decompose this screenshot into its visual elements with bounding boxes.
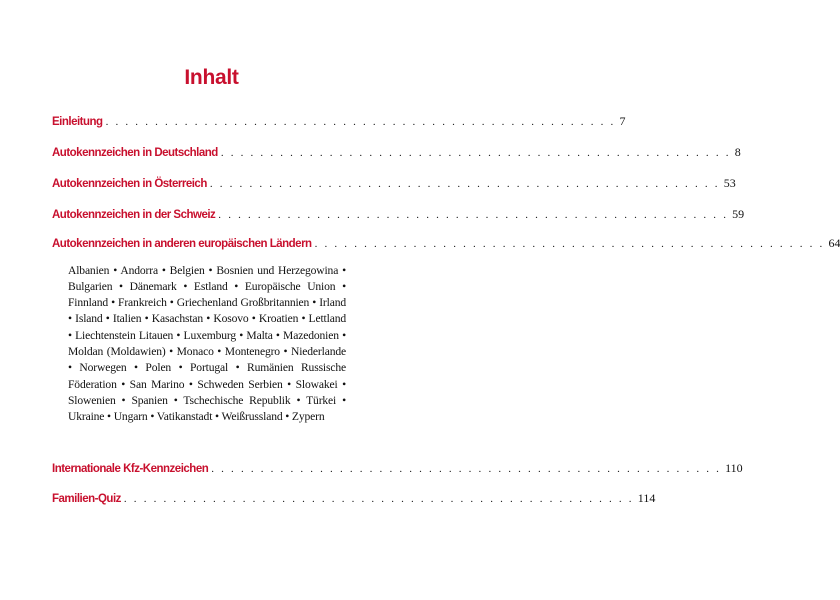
toc-entry-page-number: 8 bbox=[734, 145, 741, 159]
toc-entry-quiz[interactable] bbox=[52, 490, 656, 507]
toc-entry-label: Internationale Kfz-Kennzeichen bbox=[52, 463, 209, 475]
toc-entry-page-number: 64 bbox=[828, 236, 840, 250]
country-list: Albanien • Andorra • Belgien • Bosnien und Herzegowina • Bulgarien • Dänemark • Estland • Europäische Union • Finnland • Frankreich • Griechenland Großbritannien • Irland • Island • Italien • Kasachstan • Kosovo • Kroatien • Lettland • Liechtenstein Litauen • Luxemburg • Malta • Mazedonien • Moldan (Moldawien) • Monaco • Montenegro • Niederlande • Norwegen • Polen • Portugal • Rumänien Russische Föderation • San Marino • Schweden Serbien • Slowakei • Slowenien • Spanien • Tschechische Republik • Türkei • Ukraine • Ungarn • Vatikanstadt • Weißrussland • Zypern bbox=[68, 263, 346, 424]
toc-entry-label: Autokennzeichen in Deutschland bbox=[52, 147, 218, 159]
dot-leader: . . . . . . . . . . . . . . . . . . . . . . . . . . . . . . . . . . . . . . . . . . . . . . . . . . . . bbox=[314, 238, 825, 250]
page-title: Inhalt bbox=[184, 66, 239, 89]
toc-entry-page-number: 114 bbox=[637, 491, 656, 505]
toc-entry-europa[interactable] bbox=[52, 235, 840, 252]
toc-entry-schweiz[interactable] bbox=[52, 206, 745, 223]
toc-entry-einleitung[interactable] bbox=[52, 113, 626, 130]
toc-entry-label: Autokennzeichen in anderen europäischen Ländern bbox=[52, 238, 312, 250]
toc-entry-oesterreich[interactable] bbox=[52, 175, 736, 192]
dot-leader: . . . . . . . . . . . . . . . . . . . . . . . . . . . . . . . . . . . . . . . . . . . . . . . . . . . . bbox=[211, 463, 722, 475]
dot-leader: . . . . . . . . . . . . . . . . . . . . . . . . . . . . . . . . . . . . . . . . . . . . . . . . . . . . bbox=[123, 493, 634, 505]
toc-entry-page-number: 7 bbox=[619, 114, 626, 128]
toc-entry-page-number: 59 bbox=[732, 207, 745, 221]
dot-leader: . . . . . . . . . . . . . . . . . . . . . . . . . . . . . . . . . . . . . . . . . . . . . . . . . . . . bbox=[105, 116, 616, 128]
dot-leader: . . . . . . . . . . . . . . . . . . . . . . . . . . . . . . . . . . . . . . . . . . . . . . . . . . . . bbox=[209, 178, 720, 190]
toc-entry-label: Autokennzeichen in der Schweiz bbox=[52, 209, 216, 221]
toc-entry-label: Autokennzeichen in Österreich bbox=[52, 178, 207, 190]
toc-entry-page-number: 110 bbox=[725, 461, 743, 475]
toc-entry-page-number: 53 bbox=[723, 176, 736, 190]
dot-leader: . . . . . . . . . . . . . . . . . . . . . . . . . . . . . . . . . . . . . . . . . . . . . . . . . . . . bbox=[218, 209, 729, 221]
toc-entry-international[interactable] bbox=[52, 460, 743, 477]
toc-entry-label: Familien-Quiz bbox=[52, 493, 121, 505]
toc-entry-label: Einleitung bbox=[52, 116, 103, 128]
toc-entry-deutschland[interactable] bbox=[52, 144, 741, 161]
dot-leader: . . . . . . . . . . . . . . . . . . . . . . . . . . . . . . . . . . . . . . . . . . . . . . . . . . . . bbox=[220, 147, 731, 159]
